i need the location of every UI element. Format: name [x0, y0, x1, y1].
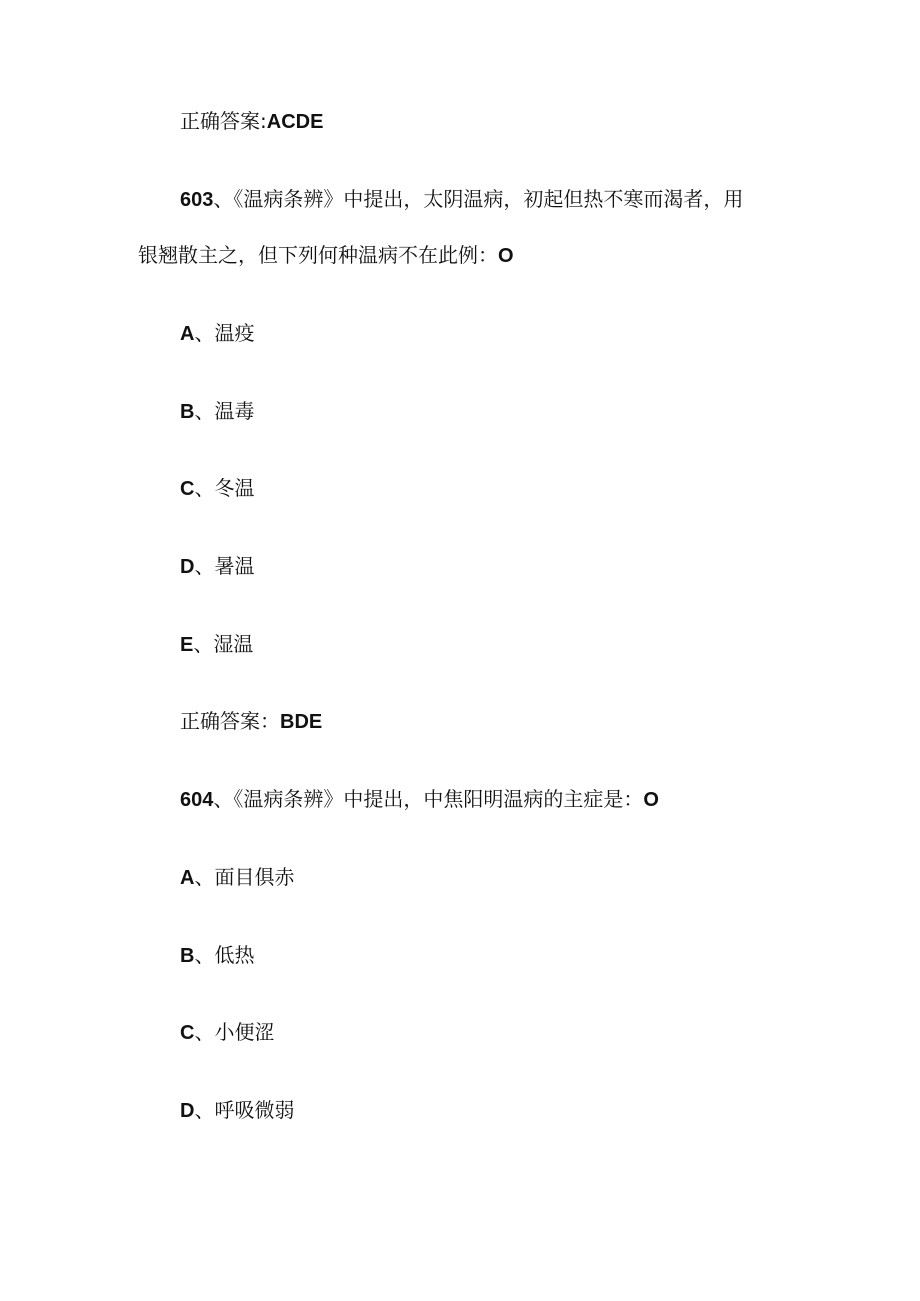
option-c — [180, 474, 254, 503]
option-text: 、面目俱赤 — [194, 865, 295, 889]
option-letter: C — [180, 478, 195, 500]
option-letter: D — [180, 1100, 195, 1122]
question-604-line — [180, 785, 659, 814]
answer-blank: O — [643, 789, 659, 811]
option-b — [180, 397, 254, 426]
answer-blank: O — [498, 245, 514, 267]
option-text: 、温疫 — [194, 321, 255, 345]
option-letter: E — [180, 634, 194, 656]
option-letter: B — [180, 401, 195, 423]
option-text: 、冬温 — [194, 476, 255, 500]
option-letter: A — [180, 323, 195, 345]
option-a — [180, 319, 254, 348]
question-number: 603 — [180, 189, 214, 211]
option-a — [180, 863, 294, 892]
option-d — [180, 552, 254, 581]
answer-602-line — [180, 107, 323, 136]
option-letter: A — [180, 867, 195, 889]
option-c — [180, 1018, 274, 1047]
option-letter: D — [180, 556, 195, 578]
answer-label: 正确答案: — [180, 109, 267, 133]
option-text: 、小便涩 — [194, 1020, 275, 1044]
answer-value: ACDE — [266, 111, 324, 133]
option-text: 、低热 — [194, 943, 255, 967]
option-e — [180, 630, 253, 659]
option-letter: C — [180, 1022, 195, 1044]
option-text: 、温毒 — [194, 399, 255, 423]
option-d — [180, 1096, 294, 1125]
option-letter: B — [180, 945, 195, 967]
question-text: 、《温病条辨》中提出，中焦阳明温病的主症是： — [213, 787, 644, 811]
option-b — [180, 941, 254, 970]
answer-603-line — [180, 707, 322, 736]
question-number: 604 — [180, 789, 214, 811]
answer-value: BDE — [280, 711, 323, 733]
question-text: 、《温病条辨》中提出，太阴温病，初起但热不寒而渴者，用 — [213, 187, 744, 211]
question-text: 银翘散主之，但下列何种温病不在此例： — [138, 243, 498, 267]
option-text: 、暑温 — [194, 554, 255, 578]
option-text: 、呼吸微弱 — [194, 1098, 295, 1122]
answer-label: 正确答案： — [180, 709, 280, 733]
question-603-line-2 — [138, 241, 514, 270]
option-text: 、湿温 — [193, 632, 254, 656]
question-603-line-1 — [180, 185, 743, 214]
